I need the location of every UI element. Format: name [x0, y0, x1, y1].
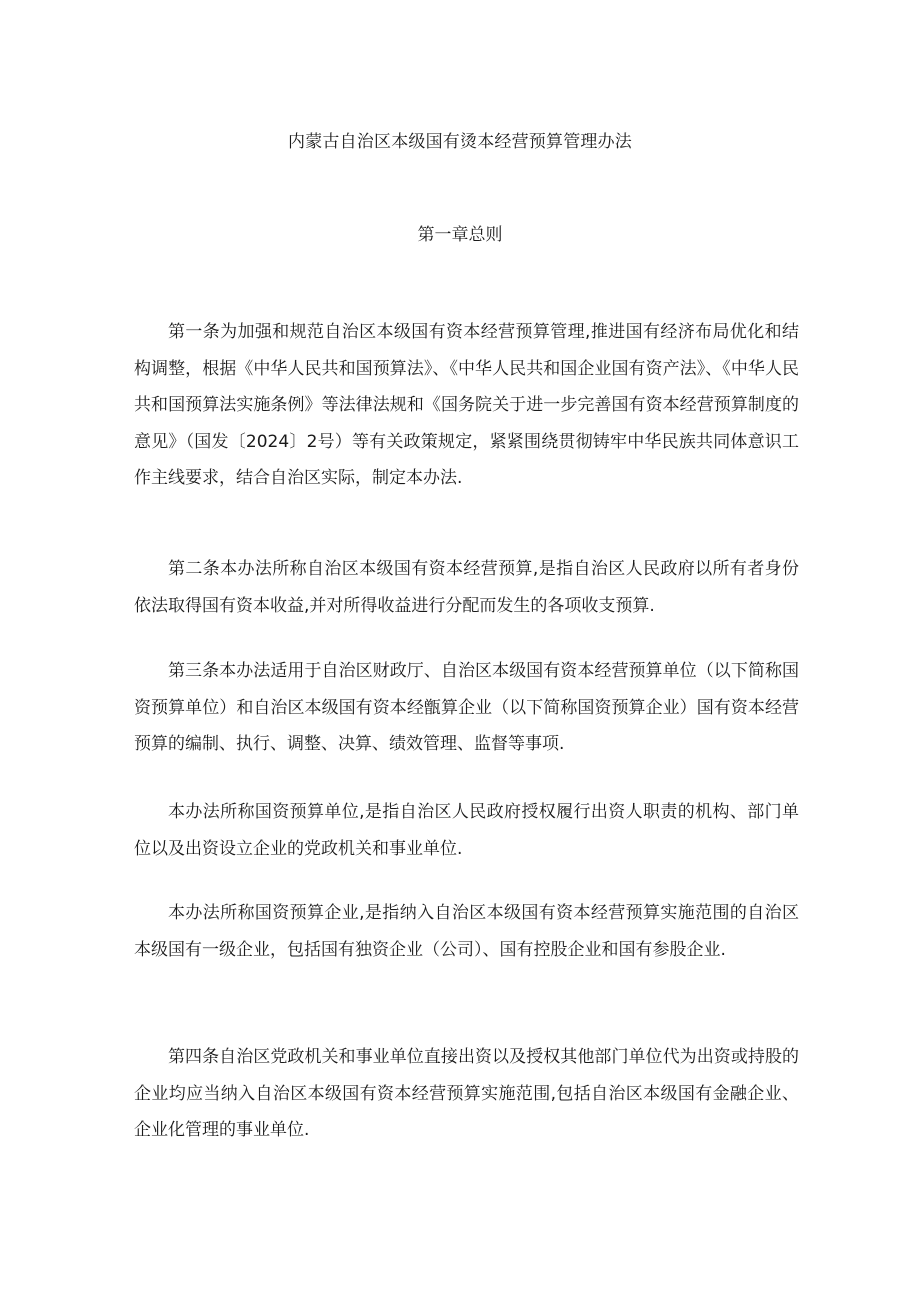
definition-budget-unit-paragraph: 本办法所称国资预算单位,是指自治区人民政府授权履行出资人职责的机构、部门单位以及出资设立企业的党政机关和事业单位. [134, 802, 799, 859]
article-3-paragraph: 第三条本办法适用于自治区财政厅、自治区本级国有资本经营预算单位（以下简称国资预算单位）和自治区本级国有资本经甑算企业（以下简称国资预算企业）国有资本经营预算的编制、执行、调整、决算、绩效管理、监督等事项. [134, 661, 799, 755]
article-4-paragraph: 第四条自治区党政机关和事业单位直接出资以及授权其他部门单位代为出资或持股的企业均应当纳入自治区本级国有资本经营预算实施范围,包括自治区本级国有金融企业、企业化管理的事业单位. [134, 1047, 799, 1141]
article-1-paragraph: 第一条为加强和规范自治区本级国有资本经营预算管理,推进国有经济布局优化和结构调整，根据《中华人民共和国预算法》、《中华人民共和国企业国有资产法》、《中华人民共和国预算法实施条例》等法律法规和《国务院关于进一步完善国有资本经营预算制度的意见》（国发〔2024〕2号）等有关政策规定，紧紧围绕贯彻铸牢中华民族共同体意识工作主线要求，结合自治区实际，制定本办法. [134, 322, 799, 489]
document-title: 内蒙古自治区本级国有烫本经营预算管理办法 [288, 132, 632, 152]
article-2-paragraph: 第二条本办法所称自治区本级国有资本经营预算,是指自治区人民政府以所有者身份依法取得国有资本收益,并对所得收益进行分配而发生的各项收支预算. [134, 559, 799, 616]
chapter-heading: 第一章总则 [417, 225, 503, 245]
definition-budget-enterprise-paragraph: 本办法所称国资预算企业,是指纳入自治区本级国有资本经营预算实施范围的自治区本级国有一级企业，包括国有独资企业（公司）、国有控股企业和国有参股企业. [134, 903, 799, 960]
